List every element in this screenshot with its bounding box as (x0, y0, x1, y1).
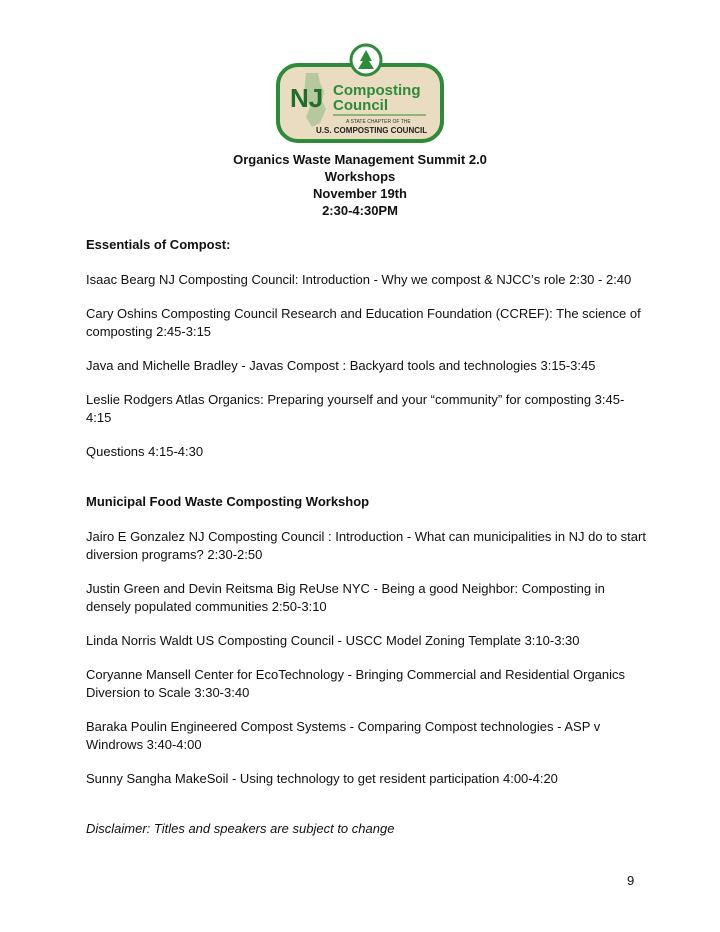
logo-subtext-2: U.S. COMPOSTING COUNCIL (316, 126, 428, 135)
nj-composting-council-logo (276, 43, 444, 144)
logo-initials: NJ (290, 83, 324, 113)
workshops-heading: Workshops (324, 169, 396, 184)
agenda-item: Linda Norris Waldt US Composting Council - USCC Model Zoning Template 3:10-3:30 (86, 633, 580, 648)
section-title-essentials: Essentials of Compost: (86, 237, 231, 252)
agenda-item: Cary Oshins Composting Council Research and Education Foundation (CCREF): The science of composting 2:45-3:15 (86, 306, 641, 339)
agenda-item: Jairo E Gonzalez NJ Composting Council : Introduction - What can municipalities in NJ do to start diversion programs? 2:30-2:50 (86, 529, 646, 562)
logo-text-1: Composting (333, 82, 421, 99)
agenda-item: Java and Michelle Bradley - Javas Compost : Backyard tools and technologies 3:15-3:45 (86, 358, 596, 373)
agenda-item: Isaac Bearg NJ Composting Council: Introduction - Why we compost & NJCC’s role 2:30 - 2:40 (86, 272, 632, 287)
agenda-item: Baraka Poulin Engineered Compost Systems - Comparing Compost technologies - ASP v Windrows 3:40-4:00 (86, 719, 601, 752)
agenda-item: Questions 4:15-4:30 (86, 444, 204, 459)
logo-text-2: Council (333, 97, 388, 114)
page-number: 9 (627, 873, 635, 888)
disclaimer-text: Disclaimer: Titles and speakers are subject to change (86, 821, 395, 836)
event-time: 2:30-4:30PM (322, 203, 398, 218)
event-date: November 19th (313, 186, 407, 201)
logo-subtext-1: A STATE CHAPTER OF THE (346, 119, 411, 125)
document-header (0, 151, 720, 219)
agenda-item: Justin Green and Devin Reitsma Big ReUse NYC - Being a good Neighbor: Composting in densely populated communities 2:50-3:10 (86, 581, 605, 614)
agenda-item: Sunny Sangha MakeSoil - Using technology to get resident participation 4:00-4:20 (86, 771, 558, 786)
agenda-item: Coryanne Mansell Center for EcoTechnology - Bringing Commercial and Residential Organics Diversion to Scale 3:30-3:40 (86, 667, 626, 700)
agenda-item: Leslie Rodgers Atlas Organics: Preparing yourself and your “community” for composting 3:45-4:15 (86, 392, 625, 425)
section-title-municipal: Municipal Food Waste Composting Workshop (86, 494, 370, 509)
summit-title: Organics Waste Management Summit 2.0 (233, 152, 487, 167)
